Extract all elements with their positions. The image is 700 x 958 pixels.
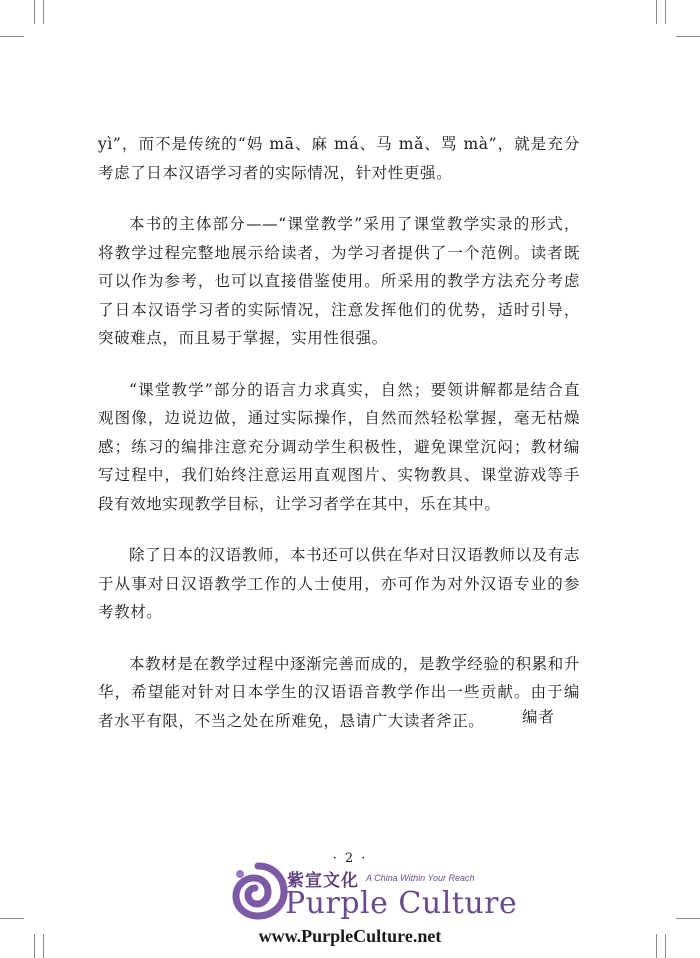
author-signature: 编者 — [522, 708, 556, 726]
crop-mark — [0, 918, 24, 919]
watermark-tagline: A China Within Your Reach — [366, 873, 475, 883]
paragraph: “课堂教学”部分的语言力求真实，自然；要领讲解都是结合直观图像，边说边做，通过实际操作，自然而然轻松掌握，毫无枯燥感；练习的编排注意充分调动学生积极性，避免课堂沉闷；教材编写过程中，我们始终注意运用直观图片、实物教具、课堂游戏等手段有效地实现教学目标，让学习者学在其中，乐在其中。 — [98, 380, 580, 513]
crop-mark — [665, 0, 666, 24]
crop-mark — [676, 36, 700, 37]
watermark-chinese-name: 紫宣文化 — [287, 871, 359, 891]
purple-culture-logo-icon — [228, 862, 288, 920]
paragraph: 本书的主体部分——“课堂教学”采用了课堂教学实录的形式，将教学过程完整地展示给读者，为学习者提供了一个范例。读者既可以作为参考，也可以直接借鉴使用。所采用的教学方法充分考虑了日本汉语学习者的实际情况，注意发挥他们的优势，适时引导，突破难点，而且易于掌握，实用性很强。 — [98, 215, 580, 347]
crop-mark — [676, 918, 700, 919]
crop-mark — [43, 0, 44, 24]
watermark-brand: Purple Culture — [285, 886, 518, 921]
paragraph: 本教材是在教学过程中逐渐完善而成的，是教学经验的积累和升华，希望能对针对日本学生的汉语语音教学作出一些贡献。由于编者水平有限，不当之处在所难免，恳请广大读者斧正。 — [98, 654, 580, 730]
page-body — [98, 130, 580, 758]
page-number: · 2 · — [332, 851, 368, 866]
watermark-url: www.PurpleCulture.net — [258, 926, 442, 946]
crop-mark — [0, 36, 24, 37]
crop-mark — [656, 0, 657, 24]
paragraph: 除了日本的汉语教师，本书还可以供在华对日汉语教师以及有志于从事对日汉语教学工作的人士使用，亦可作为对外汉语专业的参考教材。 — [98, 546, 580, 621]
paragraph: yì”，而不是传统的“妈 mā、麻 má、马 mǎ、骂 mà”，就是充分考虑了日本汉语学习者的实际情况，针对性更强。 — [98, 135, 580, 182]
crop-mark — [34, 0, 35, 24]
